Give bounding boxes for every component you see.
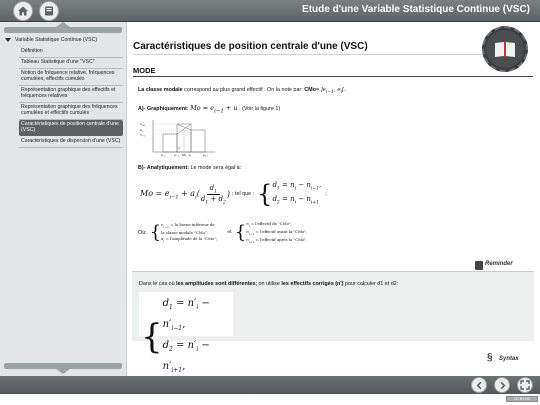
reminder-text-e: pour calculer d1 et d2: — [343, 281, 399, 287]
reminder-d1 — [163, 295, 233, 337]
reminder-d2-comma: , — [182, 361, 186, 372]
interval-math — [320, 87, 346, 96]
figure-x-label-1 — [161, 154, 167, 158]
legend-left-3 — [161, 236, 217, 244]
definition-line — [138, 87, 346, 95]
legend-left-1-sym: e — [161, 221, 164, 227]
section-sign-icon: § — [487, 352, 493, 363]
d2-eq-minus: − n — [296, 195, 311, 204]
reminder-icon — [475, 261, 483, 270]
sidebar-item-representation-cumulees[interactable] — [19, 103, 123, 120]
reminder-label: Reminder — [485, 261, 513, 267]
legend-right-1 — [246, 221, 307, 229]
reminder-text-a: Dans le cas où — [139, 281, 177, 287]
reminder-text — [139, 281, 398, 287]
interval-close: [. — [342, 87, 346, 93]
reminder-text-b: les amplitudes sont différentes — [176, 281, 256, 287]
fullscreen-button[interactable] — [517, 377, 533, 393]
d1-eq-minus: − n — [296, 181, 311, 189]
legend-right-3-sub: i+1 — [248, 239, 255, 244]
mode-formula-sub: i−1 — [169, 194, 179, 201]
system-semicolon: ; — [325, 191, 327, 198]
sidebar-item-position-centrale[interactable] — [19, 120, 123, 136]
reminder-d1-minus: − n′ — [162, 298, 210, 330]
figure-y-sub-1: i+1 — [141, 124, 146, 127]
chevron-left-icon — [475, 381, 484, 390]
figure-x-label-4 — [203, 154, 208, 158]
figure-u-label: u — [178, 147, 181, 150]
graphic-formula-sub: i−1 — [214, 108, 224, 115]
license-badge[interactable]: CC BY-NC — [506, 396, 538, 402]
reminder-formula — [141, 295, 233, 379]
badge-inner — [486, 30, 524, 68]
sidebar-item-label: Tableau Statistique d'une "VSC" — [21, 59, 95, 65]
d2-sub-n2: i+1 — [310, 200, 319, 206]
mode-fraction-den — [201, 195, 226, 205]
legend-right-3-sym: n — [246, 236, 249, 242]
figure-mo-label: Mo — [182, 154, 187, 157]
figure-bar-1 — [163, 134, 177, 152]
reminder-system — [163, 295, 233, 379]
scroll-down-button[interactable] — [4, 363, 122, 369]
sidebar-item-label: Notion de fréquence relative, fréquences cumulées, effectifs cumulés — [21, 70, 115, 82]
nav-root-label: Variable Statistique Continue (VSC) — [15, 37, 98, 43]
sidebar-item-definition[interactable] — [19, 47, 123, 58]
sidebar — [0, 22, 127, 376]
sidebar-item-label: Caractéristiques de dispersion d'une (VSC) — [21, 138, 121, 144]
reminder-d2-sub: 2 — [169, 346, 173, 353]
equals-text: = — [315, 87, 321, 93]
figure-y-sub-2: i — [141, 130, 143, 133]
book-icon — [43, 5, 55, 17]
reminder-d1-sub: 1 — [169, 304, 173, 311]
figure-y-sym-2: n — [140, 128, 142, 132]
d1-comma: , — [318, 181, 322, 189]
legend-left-3-sub: i — [163, 238, 165, 243]
legend-brace-left: { — [149, 221, 162, 243]
tel-que-text: ; tel que : — [231, 191, 255, 198]
reminder-d2 — [163, 337, 233, 379]
reminder-d2-minus: − n′ — [162, 340, 210, 372]
reminder-d2-sub-i: i — [196, 346, 199, 353]
legend-right-1-sym: n — [246, 221, 249, 226]
course-badge — [482, 26, 528, 72]
mode-den-plus: + d — [208, 194, 223, 203]
figure-y-sub-3: i−1 — [141, 135, 146, 138]
interval-sub-1: i−1 — [325, 90, 334, 96]
title-divider — [133, 54, 493, 55]
d2-sym: d — [272, 195, 277, 204]
legend-right-3 — [246, 237, 307, 245]
main-content — [127, 22, 540, 376]
mode-num-d: d — [209, 183, 215, 192]
reminder-formula-box — [139, 292, 233, 374]
figure-x-sym-1: e — [161, 154, 163, 157]
legend-block — [138, 221, 307, 244]
figure-y-sym-1: n — [140, 122, 142, 126]
figure-x-sub-1: i−2 — [162, 155, 166, 158]
figure-x-label-3 — [189, 154, 192, 158]
reminder-text-c: ; on utilise — [255, 281, 282, 287]
analytic-method-line — [138, 165, 241, 171]
figure-x-sub-3: i — [190, 155, 192, 158]
graphic-method-label: A)- Graphiquement: — [138, 106, 189, 112]
previous-button[interactable] — [471, 377, 487, 393]
figure-y-sym-3: n — [140, 132, 142, 137]
d2-sub: 2 — [276, 200, 280, 206]
mode-fraction — [201, 184, 226, 206]
reminder-d1-sym: d — [162, 298, 170, 309]
sidebar-item-label: Représentation graphique des fréquences cumulées et effectifs cumulés — [21, 104, 118, 116]
legend-left-2-text: la classe modale "CMo", — [161, 229, 208, 235]
d1-sym: d — [272, 181, 277, 189]
figure-x-sym-3: e — [189, 154, 191, 157]
legend-right-2-sub: i−1 — [248, 231, 255, 236]
caret-down-icon — [5, 38, 11, 42]
nav-root-item[interactable] — [5, 37, 123, 43]
figure-histogram — [139, 118, 217, 158]
bottom-bar — [0, 376, 540, 394]
home-icon — [17, 5, 29, 17]
section-heading: MODE — [133, 66, 156, 75]
term-cmo: CMo — [304, 87, 316, 93]
sidebar-item-label: Caractéristiques de position centrale d'une (VSC) — [21, 121, 119, 133]
term-classe-modale: La classe modale — [138, 87, 183, 93]
mode-formula-close: ) — [226, 189, 230, 199]
legend-right-1-sub: i — [248, 223, 250, 228]
d2-sub-n: i — [294, 200, 297, 206]
reminder-d2-sym: d — [162, 340, 170, 351]
sidebar-item-frequence[interactable] — [19, 69, 123, 86]
legend-left-3-sym: a — [161, 235, 164, 241]
mode-formula-sub2: i — [195, 194, 197, 201]
figure-y-label-1 — [140, 122, 146, 127]
mode-den-sub1: 1 — [205, 200, 209, 206]
figure-x-label-2 — [174, 154, 179, 158]
footer — [0, 394, 540, 405]
sidebar-item-dispersion[interactable] — [19, 137, 123, 148]
mode-num-sub: 1 — [214, 188, 217, 194]
syntax-label: Syntax — [499, 356, 519, 362]
mode-fraction-num — [207, 184, 220, 195]
mode-formula-lhs: $Mo = e_{i-1} + a_i$( — [140, 188, 200, 201]
graphic-formula — [190, 104, 238, 115]
legend-right-1-text: = l'effectif de "CMo", — [249, 221, 292, 226]
module-title: Etude d'une Variable Statistique Continue (VSC) — [302, 4, 530, 15]
legend-right-2-sym: n — [246, 228, 249, 234]
legend-right-list — [246, 221, 307, 244]
page-title: Caractéristiques de position centrale d'une (VSC) — [133, 41, 368, 52]
legend-left-1-sub: i−1 — [163, 224, 170, 229]
interval-open: ]e — [320, 87, 326, 93]
mode-formula — [140, 180, 327, 209]
legend-left-1-text: = la borne inférieur de — [169, 221, 215, 227]
sidebar-item-label: Définition — [21, 48, 43, 54]
legend-brace-right: { — [234, 221, 247, 243]
graphic-method-line — [138, 104, 280, 114]
analytic-method-text: Le mode sera égal à: — [189, 165, 242, 171]
system-brace: { — [257, 180, 273, 209]
figure-bar-3 — [191, 130, 205, 152]
analytic-method-label: B)- Analytiquement: — [138, 165, 190, 171]
reminder-d2-sub-ip1: i+1 — [171, 367, 183, 374]
figure-x-sym-4: e — [203, 154, 205, 157]
legend-et: et — [227, 230, 232, 236]
next-button[interactable] — [494, 377, 510, 393]
figure-x-sym-2: e — [174, 154, 176, 157]
legend-left-1 — [161, 222, 217, 230]
d1-equation — [272, 180, 321, 194]
mode-formula-a: Mo = e — [140, 188, 170, 198]
d2-equation — [272, 194, 321, 208]
reminder-d2-n: = n′ — [172, 340, 197, 351]
graphic-formula-a: Mo = e — [190, 104, 215, 112]
open-book-icon — [494, 40, 516, 58]
reminder-d1-comma: , — [182, 319, 186, 330]
section-divider — [133, 76, 533, 77]
reminder-d1-n: = n′ — [172, 298, 197, 309]
d1-sub-n: i — [294, 186, 297, 192]
ou-label: Où: — [138, 229, 147, 236]
home-button[interactable] — [13, 1, 33, 21]
sidebar-item-representation-effectifs[interactable] — [19, 86, 123, 103]
figure-y-label-3 — [140, 130, 146, 138]
sidebar-item-tableau[interactable] — [19, 58, 123, 69]
figure-x-sub-2: i−1 — [175, 155, 179, 158]
d1-sub: 1 — [276, 186, 280, 192]
reminder-d1-sub-i: i — [196, 304, 199, 311]
d-system — [272, 180, 321, 209]
reminder-brace: { — [141, 317, 163, 357]
legend-right-2-text: = l'effectif avant la "CMo", — [254, 228, 308, 234]
fullscreen-icon — [520, 380, 530, 390]
d1-sub-n2: i−1 — [310, 186, 319, 192]
reminder-d1-sub-im1: i−1 — [171, 325, 183, 332]
reminder-text-d: les effectifs corrigés (n') — [281, 281, 344, 287]
top-bar — [0, 0, 540, 22]
legend-right-2 — [246, 229, 307, 237]
legend-right-3-text: = l'effectif après la "CMo". — [254, 236, 308, 242]
figure-x-sub-4: i+1 — [204, 155, 208, 158]
interval-mid: , e — [333, 87, 341, 93]
chevron-right-icon — [498, 381, 507, 390]
interval-sub-2: i — [340, 90, 343, 96]
sidebar-item-label: Représentation graphique des effectifs et fréquences relatives — [21, 87, 116, 99]
legend-left-list — [161, 222, 217, 244]
d1-eq-n: = n — [279, 181, 295, 189]
legend-left-3-text: = l'amplitude de la "CMo"; — [164, 235, 218, 241]
reminder-box-border — [132, 271, 534, 272]
mode-den-sub2: 2 — [222, 200, 226, 206]
mode-formula-b: + a — [178, 188, 196, 198]
graphic-formula-b: + u — [223, 104, 238, 112]
nav-list — [19, 47, 123, 148]
definition-text: correspond au plus grand effectif . On la note par: — [182, 87, 305, 93]
graphic-method-ref: . (Voir la figure 1) — [237, 106, 281, 112]
d2-eq-n: = n — [279, 195, 295, 204]
mode-den-d1: d — [200, 194, 206, 203]
outline-button[interactable] — [39, 1, 59, 21]
scroll-up-button[interactable] — [4, 27, 122, 33]
